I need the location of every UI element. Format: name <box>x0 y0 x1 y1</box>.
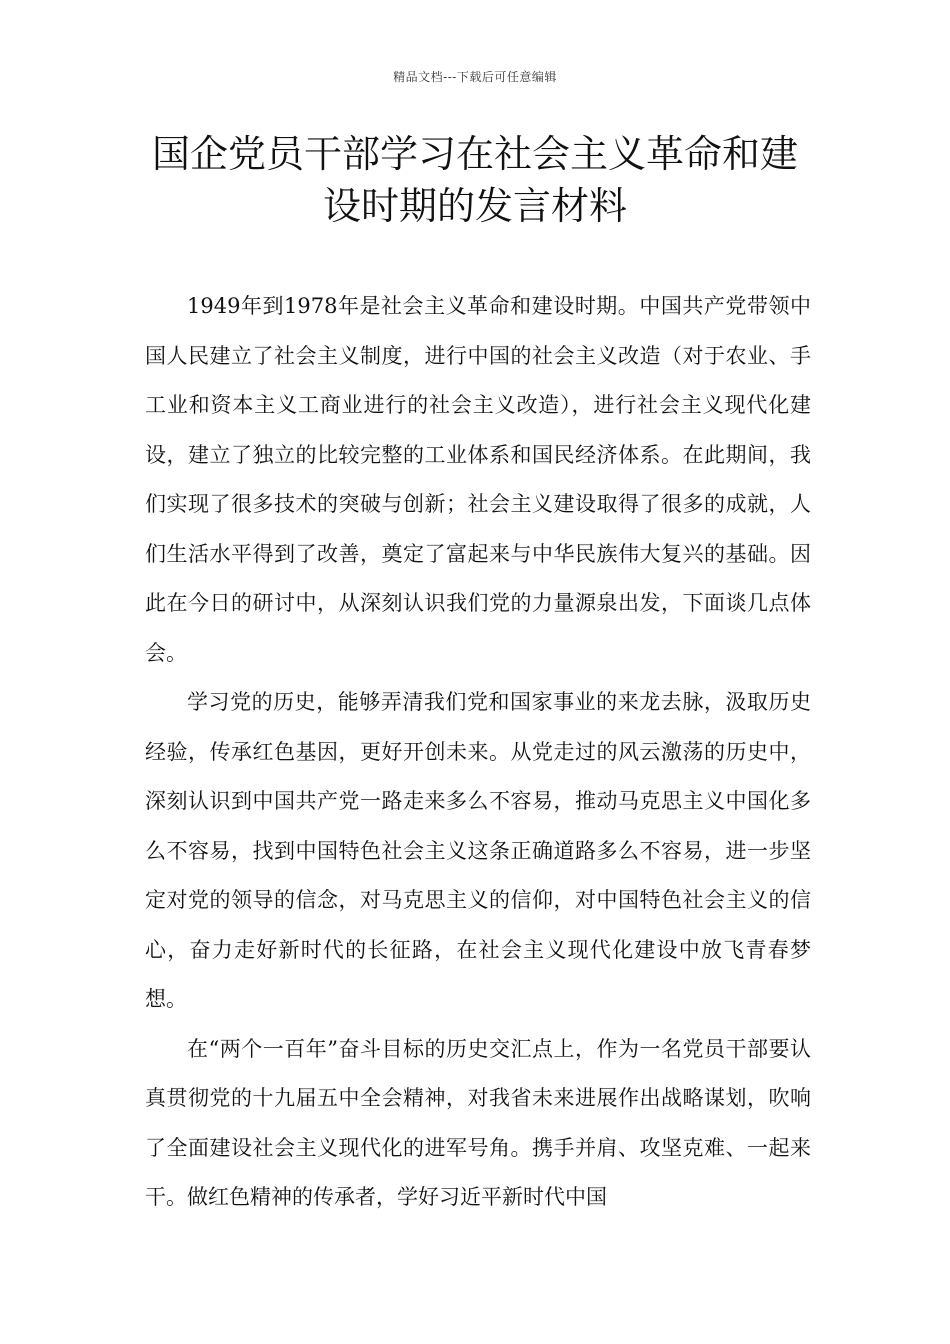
paragraph-1: 1949年到1978年是社会主义革命和建设时期。中国共产党带领中国人民建立了社会主义制度，进行中国的社会主义改造（对于农业、手工业和资本主义工商业进行的社会主义改造），进行社会主义现代化建设，建立了独立的比较完整的工业体系和国民经济体系。在此期间，我们实现了很多技术的突破与创新；社会主义建设取得了很多的成就，人们生活水平得到了改善，奠定了富起来与中华民族伟大复兴的基础。因此在今日的研讨中，从深刻认识我们党的力量源泉出发，下面谈几点体会。 <box>145 294 811 665</box>
paragraph-3: 在“两个一百年”奋斗目标的历史交汇点上，作为一名党员干部要认真贯彻党的十九届五中全会精神，对我省未来进展作出战略谋划，吹响了全面建设社会主义现代化的进军号角。携手并肩、攻坚克难、一起来干。做红色精神的传承者，学好习近平新时代中国 <box>145 1036 811 1209</box>
document-title: 国企党员干部学习在社会主义革命和建设时期的发言材料 <box>151 132 798 228</box>
document-body <box>145 282 811 1223</box>
header-note: 精品文档---下载后可任意编辑 <box>393 70 557 84</box>
paragraph-2: 学习党的历史，能够弄清我们党和国家事业的来龙去脉，汲取历史经验，传承红色基因，更好开创未来。从党走过的风云激荡的历史中，深刻认识到中国共产党一路走来多么不容易，推动马克思主义中国化多么不容易，找到中国特色社会主义这条正确道路多么不容易，进一步坚定对党的领导的信念，对马克思主义的信仰，对中国特色社会主义的信心，奋力走好新时代的长征路，在社会主义现代化建设中放飞青春梦想。 <box>145 690 811 1011</box>
